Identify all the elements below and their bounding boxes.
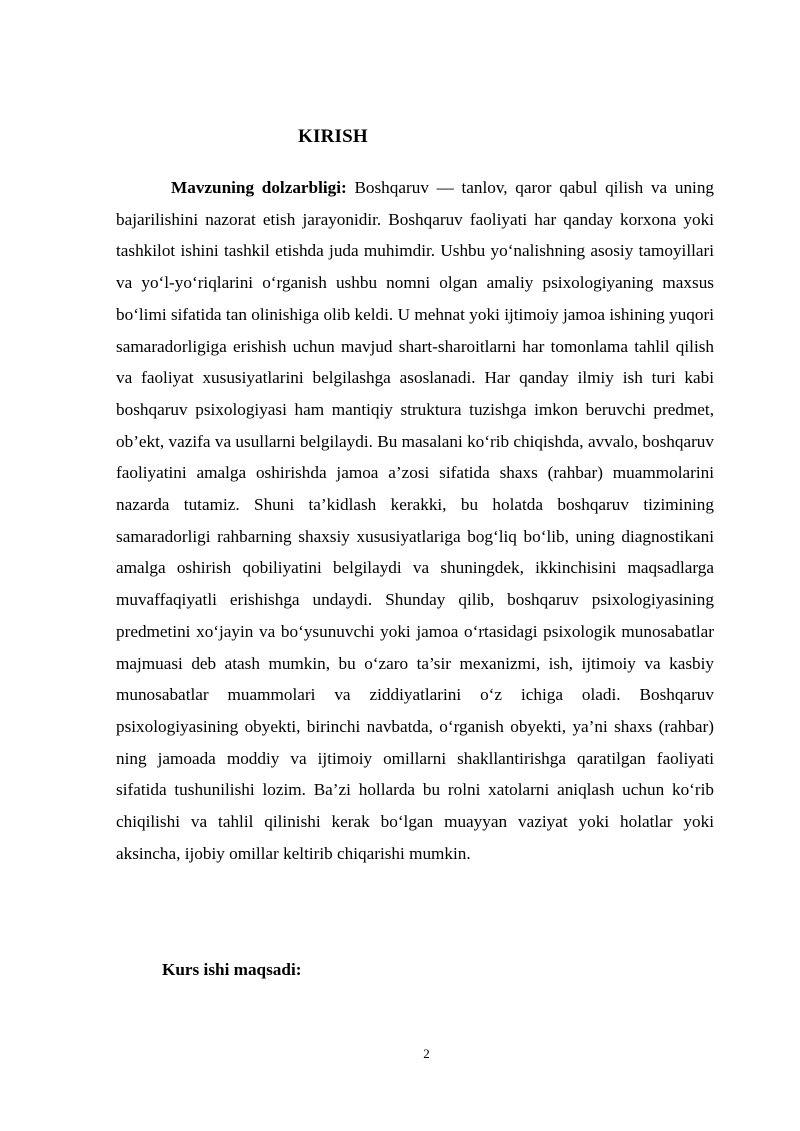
page-number: 2	[423, 1046, 430, 1061]
intro-paragraph	[116, 172, 714, 869]
section-heading: Kurs ishi maqsadi:	[162, 960, 302, 979]
paragraph-lead: Mavzuning dolzarbligi:	[171, 178, 347, 197]
page-title: KIRISH	[298, 126, 368, 147]
paragraph-text: Boshqaruv — tanlov, qaror qabul qilish va uning bajarilishini nazorat etish jarayonidir. Boshqaruv faoliyati har qanday korxona yoki tashkilot ishini tashkil etishda juda muhimdir. Ushbu yo‘nalishning asosiy tamoyillari va yo‘l-yo‘riqlarini o‘rganish ushbu nomni olgan amaliy psixologiyaning maxsus bo‘limi sifatida tan olinishiga olib keldi. U mehnat yoki ijtimoiy jamoa ishining yuqori samaradorligiga erishish uchun mavjud shart-sharoitlarni har tomonlama tahlil qilish va faoliyat xususiyatlarini belgilashga asoslanadi. Har qanday ilmiy ish turi kabi boshqaruv psixologiyasi ham mantiqiy struktura tuzishga imkon beruvchi predmet, ob’ekt, vazifa va usullarni belgilaydi. Bu masalani ko‘rib chiqishda, avvalo, boshqaruv faoliyatini amalga oshirishda jamoa a’zosi sifatida shaxs (rahbar) muammolarini nazarda tutamiz. Shuni ta’kidlash kerakki, bu holatda boshqaruv tizimining samaradorligi rahbarning shaxsiy xususiyatlariga bog‘liq bo‘lib, uning diagnostikani amalga oshirish qobiliyatini belgilaydi va shuningdek, ikkinchisini maqsadlarga muvaffaqiyatli erishishga undaydi. Shunday qilib, boshqaruv psixologiyasining predmetini xo‘jayin va bo‘ysunuvchi yoki jamoa o‘rtasidagi psixologik munosabatlar majmuasi deb atash mumkin, bu o‘zaro ta’sir mexanizmi, ish, ijtimoiy va kasbiy munosabatlar muammolari va ziddiyatlarini o‘z ichiga oladi. Boshqaruv psixologiyasining obyekti, birinchi navbatda, o‘rganish obyekti, ya’ni shaxs (rahbar) ning jamoada moddiy va ijtimoiy omillarni shakllantirishga qaratilgan faoliyati sifatida tushunilishi lozim. Ba’zi hollarda bu rolni xatolarni aniqlash uchun ko‘rib chiqilishi va tahlil qilinishi kerak bo‘lgan muayyan vaziyat yoki holatlar yoki aksincha, ijobiy omillar keltirib chiqarishi mumkin.	[116, 178, 715, 863]
